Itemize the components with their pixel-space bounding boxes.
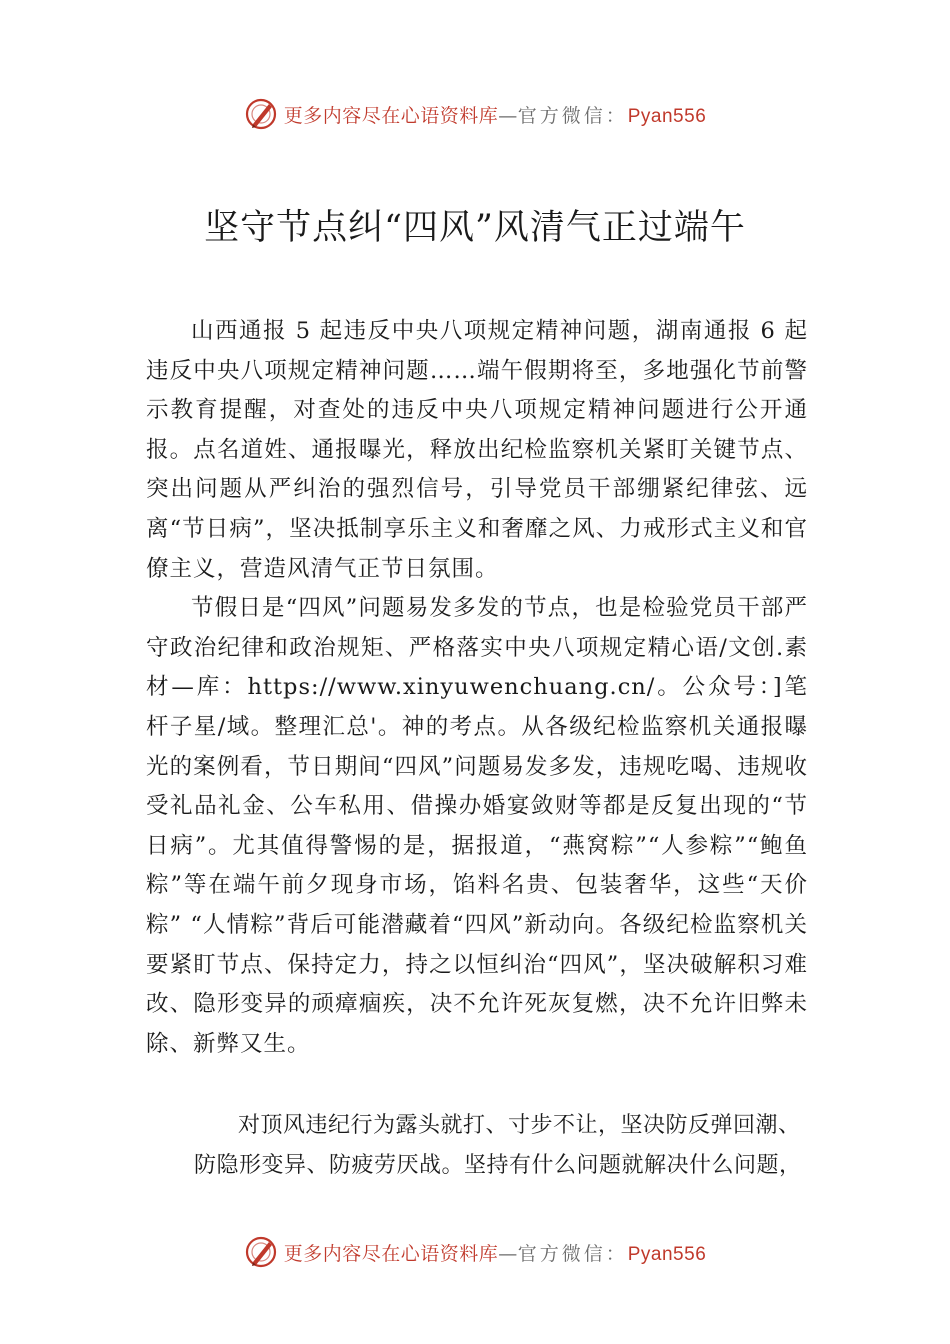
paragraph-3: 对顶风违纪行为露头就打、寸步不让，坚决防反弹回潮、防隐形变异、防疲劳厌战。坚持有什么问题就解决什么问题， xyxy=(194,1113,802,1178)
continuation-block xyxy=(194,1106,814,1186)
banner-official-label: 官方微信： xyxy=(517,104,628,127)
banner-brand: 更多内容尽在心语资料库 xyxy=(283,104,499,127)
pen-seal-logo-icon xyxy=(244,97,278,131)
banner-text xyxy=(284,1239,707,1266)
footer-banner xyxy=(0,1232,950,1272)
pen-seal-logo-icon xyxy=(244,1235,278,1269)
document-body xyxy=(146,312,808,1064)
banner-dash: — xyxy=(498,1242,518,1265)
banner-dash: — xyxy=(498,104,518,127)
banner-wechat-id: Pyan556 xyxy=(627,105,707,127)
banner-text xyxy=(284,101,707,128)
paragraph-2: 节假日是“四风”问题易发多发的节点，也是检验党员干部严守政治纪律和政治规矩、严格落实中央八项规定精心语/文创.素材—库：https://www.xinyuwenchuang.cn/。公众号：]笔杆子星/域。整理汇总'。神的考点。从各级纪检监察机关通报曝光的案例看，节日期间“四风”问题易发多发，违规吃喝、违规收受礼品礼金、公车私用、借操办婚宴敛财等都是反复出现的“节日病”。尤其值得警惕的是，据报道，“燕窝粽”“人参粽”“鲍鱼粽”等在端午前夕现身市场，馅料名贵、包装奢华，这些“天价粽” “人情粽”背后可能潜藏着“四风”新动向。各级纪检监察机关要紧盯节点、保持定力，持之以恒纠治“四风”，坚决破解积习难改、隐形变异的顽瘴痼疾，决不允许死灰复燃，决不允许旧弊未除、新弊又生。 xyxy=(146,595,808,1057)
document-title: 坚守节点纠“四风”风清气正过端午 xyxy=(204,208,746,248)
paragraph-1: 山西通报 5 起违反中央八项规定精神问题，湖南通报 6 起违反中央八项规定精神问题……端午假期将至，多地强化节前警示教育提醒，对查处的违反中央八项规定精神问题进行公开通报。点名道姓、通报曝光，释放出纪检监察机关紧盯关键节点、突出问题从严纠治的强烈信号，引导党员干部绷紧纪律弦、远离“节日病”，坚决抵制享乐主义和奢靡之风、力戒形式主义和官僚主义，营造风清气正节日氛围。 xyxy=(146,318,808,582)
banner-wechat-id: Pyan556 xyxy=(627,1243,707,1265)
banner-official-label: 官方微信： xyxy=(517,1242,628,1265)
banner-brand: 更多内容尽在心语资料库 xyxy=(283,1242,499,1265)
header-banner xyxy=(0,94,950,134)
